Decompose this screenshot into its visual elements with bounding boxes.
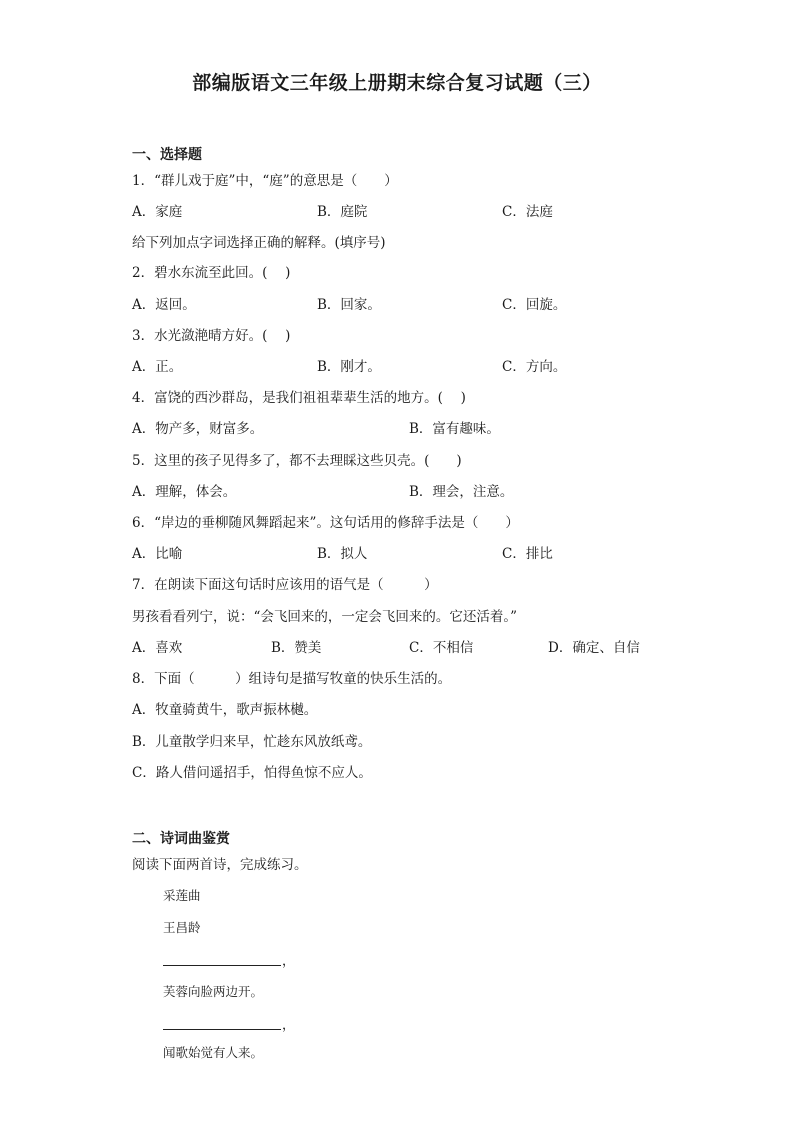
page-title: 部编版语文三年级上册期末综合复习试题（三） [192,72,602,94]
question-1-stem: 1．“群儿戏于庭”中，“庭”的意思是（ ） [132,173,398,189]
poetry-instruction: 阅读下面两首诗，完成练习。 [132,857,308,873]
question-7-option-b: B．赞美 [271,640,322,656]
question-3-option-a: A．正。 [132,359,183,375]
question-3-stem: 3．水光潋滟晴方好。( ) [132,328,291,344]
question-7-stem: 7．在朗读下面这句话时应该用的语气是（ ） [132,577,438,593]
question-3-option-c: C．方向。 [502,359,567,375]
section-heading-poetry: 二、诗词曲鉴赏 [132,831,230,847]
question-4-option-b: B．富有趣味。 [409,421,500,437]
question-5-option-a: A．理解，体会。 [132,484,237,500]
question-1-option-a: A．家庭 [132,204,183,220]
question-7-quote: 男孩看看列宁，说：“会飞回来的，一定会飞回来的。它还活着。” [132,609,518,625]
instruction-text: 给下列加点字词选择正确的解释。(填序号) [132,235,386,251]
poem-blank-1-punct: ， [282,954,296,969]
question-6-stem: 6．“岸边的垂柳随风舞蹈起来”。这句话用的修辞手法是（ ） [132,515,519,531]
question-4-stem: 4．富饶的西沙群岛，是我们祖祖辈辈生活的地方。( ) [132,390,466,406]
poem-blank-2-punct: ， [282,1018,296,1033]
question-6-option-c: C．排比 [502,546,553,562]
question-5-option-b: B．理会，注意。 [409,484,514,500]
question-8-option-a: A．牧童骑黄牛，歌声振林樾。 [132,702,318,718]
question-8-option-b: B．儿童散学归来早，忙趁东风放纸鸢。 [132,734,372,750]
question-3-option-b: B．刚才。 [317,359,381,375]
question-2-option-a: A．返回。 [132,297,196,313]
question-4-option-a: A．物产多，财富多。 [132,421,264,437]
question-6-option-a: A．比喻 [132,546,183,562]
question-1-option-c: C．法庭 [502,204,553,220]
poem-blank-1[interactable] [163,965,281,966]
poem-author: 王昌龄 [163,920,201,935]
section-heading-choice: 一、选择题 [132,147,202,163]
question-2-option-b: B．回家。 [317,297,381,313]
poem-line-4: 闻歌始觉有人来。 [163,1045,264,1060]
question-8-option-c: C．路人借问遥招手，怕得鱼惊不应人。 [132,765,372,781]
question-8-stem: 8．下面（ ）组诗句是描写牧童的快乐生活的。 [132,671,452,687]
question-6-option-b: B．拟人 [317,546,368,562]
question-2-option-c: C．回旋。 [502,297,567,313]
question-7-option-a: A．喜欢 [132,640,183,656]
question-7-option-c: C．不相信 [409,640,474,656]
question-1-option-b: B．庭院 [317,204,368,220]
poem-blank-2[interactable] [163,1029,281,1030]
poem-line-2: 芙蓉向脸两边开。 [163,984,264,999]
question-5-stem: 5．这里的孩子见得多了，都不去理睬这些贝壳。( ) [132,453,462,469]
question-2-stem: 2．碧水东流至此回。( ) [132,265,291,281]
poem-title: 采莲曲 [163,888,201,903]
question-7-option-d: D．确定、自信 [548,640,640,656]
